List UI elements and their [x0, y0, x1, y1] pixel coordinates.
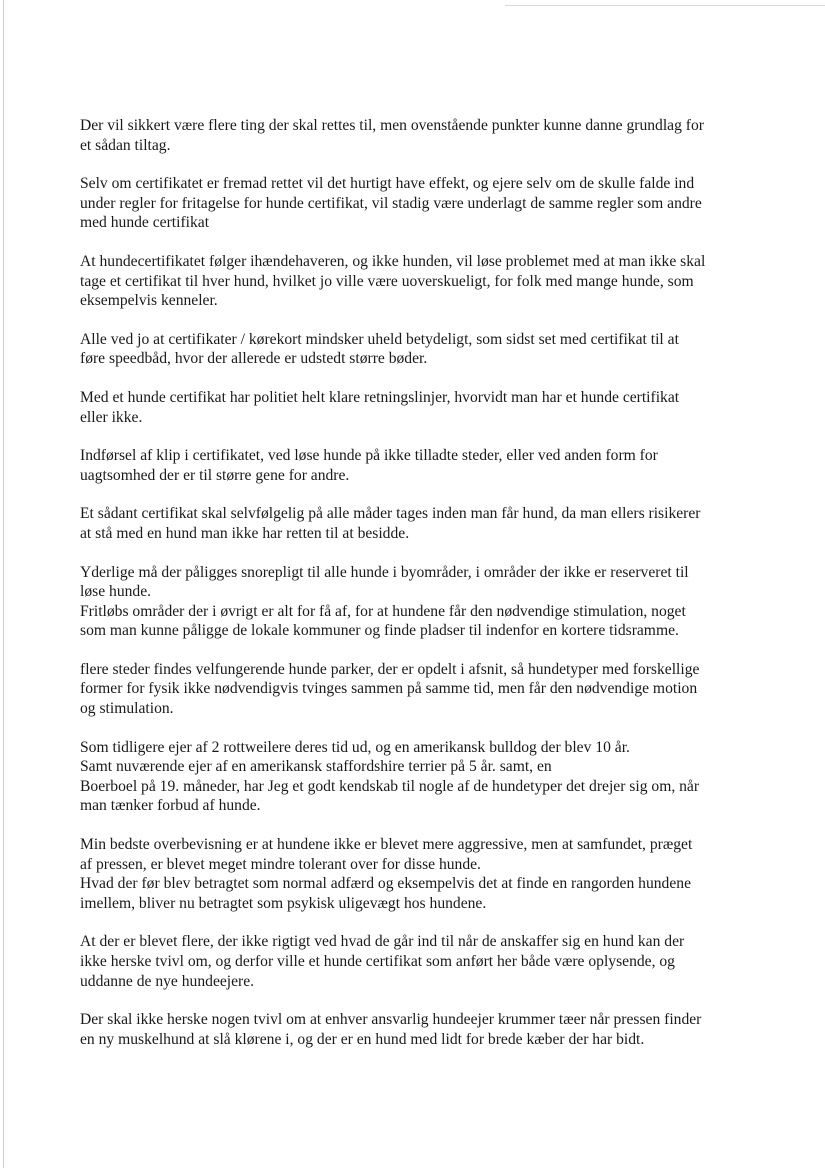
paragraph-9: Fritløbs områder der i øvrigt er alt for få af, for at hundene får den nødvendige stimulation, noget som man kunne påligge de lokale kommuner og finde pladser til indenfor en kortere tidsramme.	[80, 602, 686, 640]
paragraph-15: Der skal ikke herske nogen tvivl om at enhver ansvarlig hundeejer krummer tæer når pressen finder en ny muskelhund at slå klørene i, og der er en hund med lidt for brede kæber der har bidt.	[80, 1011, 702, 1048]
scan-edge-left	[3, 0, 4, 1168]
paragraph-11: Som tidligere ejer af 2 rottweilere deres tid ud, og en amerikansk bulldog der blev 10 år. Samt nuværende ejer af en amerikansk staffordshire terrier på 5 år. samt, en Boerboel på 19. måneder, har Jeg et godt kendskab til nogle af de hundetyper det drejer sig om, når man tænker forbud af hunde.	[80, 738, 700, 815]
paragraph-14: At der er blevet flere, der ikke rigtigt ved hvad de går ind til når de anskaffer sig en hund kan der ikke herske tvivl om, og derfor ville et hunde certifikat som anført her både være oplysende, og uddanne de nye hundeejere.	[80, 933, 685, 990]
paragraph-3: At hundecertifikatet følger ihændehaveren, og ikke hunden, vil løse problemet med at man ikke skal tage et certifikat til hver hund, hvilket jo ville være uoverskueligt, for folk med mange hunde, som eksempelvis kenneler.	[80, 252, 706, 310]
paragraph-13: Hvad der før blev betragtet som normal adfærd og eksempelvis det at finde en rangorden hundene imellem, bliver nu betragtet som psykisk uligevægt hos hundene.	[80, 875, 691, 912]
paragraph-6: Indførsel af klip i certifikatet, ved løse hunde på ikke tilladte steder, eller ved anden form for uagtsomhed der er til større gene for andre.	[80, 447, 658, 484]
paragraph-10: flere steder findes velfungerende hunde parker, der er opdelt i afsnit, så hundetyper med forskellige former for fysik ikke nødvendigvis tvinges sammen på samme tid, men får den nødvendige motion og stimulation.	[80, 660, 700, 718]
paragraph-4: Alle ved jo at certifikater / kørekort mindsker uheld betydeligt, som sidst set med certifikat til at føre speedbåd, hvor der allerede er udstedt større bøder.	[80, 330, 679, 368]
paragraph-5: Med et hunde certifikat har politiet helt klare retningslinjer, hvorvidt man har et hunde certifikat eller ikke.	[80, 388, 680, 426]
paragraph-2: Selv om certifikatet er fremad rettet vil det hurtigt have effekt, og ejere selv om de skulle falde ind under regler for fritagelse for hunde certifikat, vil stadig være underlagt de samme regler som andre med hunde certifikat	[80, 175, 702, 232]
paragraph-8: Yderlige må der påligges snorepligt til alle hunde i byområder, i områder der ikke er reserveret til løse hunde.	[80, 563, 689, 601]
paragraph-7: Et sådant certifikat skal selvfølgelig på alle måder tages inden man får hund, da man ellers risikerer at stå med en hund man ikke har retten til at besidde.	[80, 505, 701, 542]
paragraph-1: Der vil sikkert være flere ting der skal rettes til, men ovenstående punkter kunne danne grundlag for et sådan tiltag.	[80, 117, 704, 154]
scan-edge-top	[505, 5, 825, 6]
document-body	[80, 116, 752, 1068]
paragraph-12: Min bedste overbevisning er at hundene ikke er blevet mere aggressive, men at samfundet, præget af pressen, er blevet meget mindre tolerant over for disse hunde.	[80, 836, 693, 873]
